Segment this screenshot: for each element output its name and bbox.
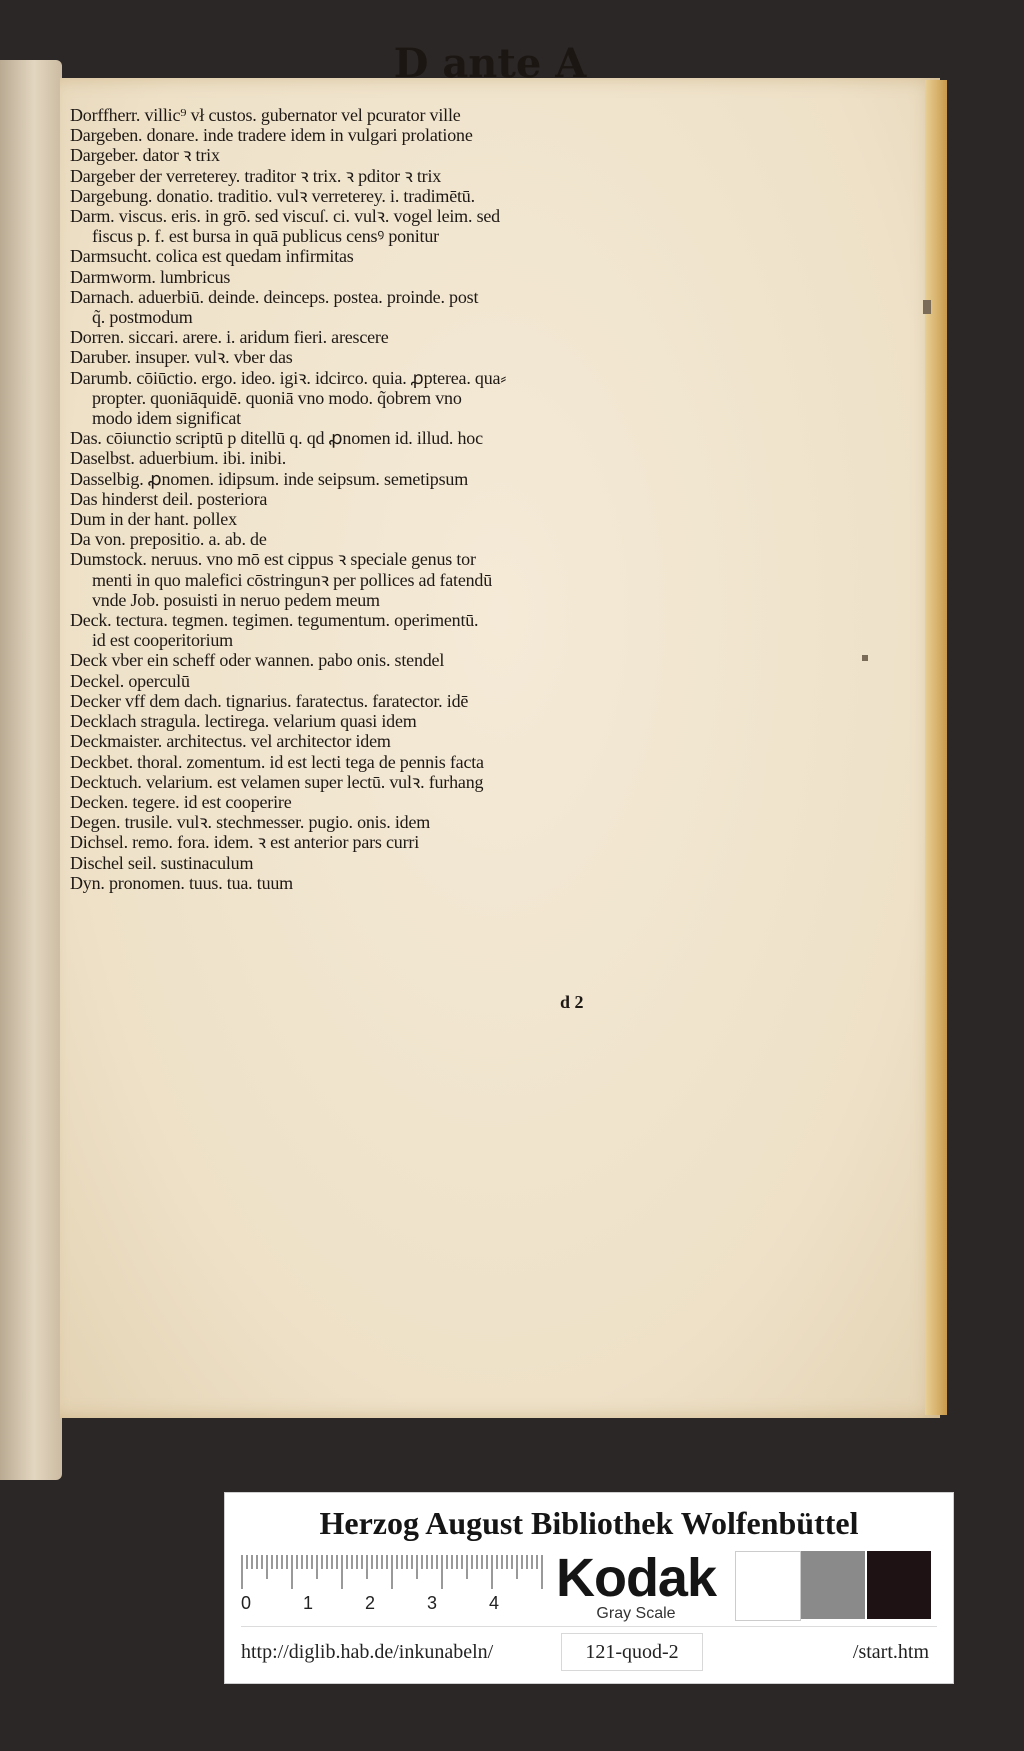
text-line: Da von. prepositio. a. ab. de xyxy=(70,529,267,550)
text-line: Dum in der hant. pollex xyxy=(70,509,237,530)
ruler-number: 4 xyxy=(489,1593,500,1613)
text-line: Deckel. operculū xyxy=(70,670,190,691)
text-line: Dargebung. donatio. traditio. vulꝛ verreterey. i. tradimētū. xyxy=(70,185,475,206)
text-line: Deckmaister. architectus. vel architector idem xyxy=(70,731,391,752)
swatch-black xyxy=(867,1551,931,1619)
url-base: http://diglib.hab.de/inkunabeln/ xyxy=(241,1641,494,1663)
text-line: Dasselbig. ꝓnomen. idipsum. inde seipsum. semetipsum xyxy=(70,468,469,489)
text-line: Darmworm. lumbricus xyxy=(70,266,231,287)
page-signature: d 2 xyxy=(560,992,584,1012)
dictionary-text xyxy=(70,105,640,893)
text-line: fiscus p. f. est bursa in quā publicus censꝰ ponitur xyxy=(92,226,439,247)
text-line: Deck vber ein scheff oder wannen. pabo onis. stendel xyxy=(70,650,445,671)
left-page-edge xyxy=(0,60,62,1480)
margin-mark xyxy=(862,655,868,661)
ruler-number: 2 xyxy=(365,1593,376,1613)
kodak-logo: Kodak xyxy=(555,1548,717,1608)
text-line: q̃. postmodum xyxy=(92,307,193,328)
library-name: Herzog August Bibliothek Wolfenbüttel xyxy=(319,1505,859,1541)
text-line: Decken. tegere. id est cooperire xyxy=(70,791,292,812)
text-line: Daruber. insuper. vulꝛ. vber das xyxy=(70,347,293,368)
ruler-scale xyxy=(241,1555,543,1591)
text-line: Dargeben. donare. inde tradere idem in vulgari prolatione xyxy=(70,125,473,146)
text-line: propter. quoniāquidē. quoniā vno modo. q̃obrem vno xyxy=(92,387,462,408)
url-suffix: /start.htm xyxy=(852,1641,929,1663)
page-gilt-edge xyxy=(925,80,947,1415)
swatch-gray xyxy=(801,1551,865,1619)
page-header: D ante A xyxy=(393,40,587,87)
text-line: Decktuch. velarium. est velamen super lectū. vulꝛ. furhang xyxy=(70,771,484,792)
text-line: modo idem significat xyxy=(92,408,241,429)
text-line: Daselbst. aduerbium. ibi. inibi. xyxy=(70,448,287,469)
margin-mark xyxy=(923,300,931,314)
text-line: Das hinderst deil. posteriora xyxy=(70,488,268,509)
ruler-numbers xyxy=(241,1593,543,1615)
text-line: Dyn. pronomen. tuus. tua. tuum xyxy=(70,872,293,893)
text-line: Deckbet. thoral. zomentum. id est lecti tega de pennis facta xyxy=(70,751,484,772)
swatch-white xyxy=(735,1551,801,1621)
text-line: Dumstock. neruus. vno mō est cippus ꝛ speciale genus tor xyxy=(70,549,476,570)
text-line: Deck. tectura. tegmen. tegimen. tegumentum. operimentū. xyxy=(70,610,479,631)
text-line: Darmsucht. colica est quedam infirmitas xyxy=(70,246,354,267)
text-line: Darumb. cōiūctio. ergo. ideo. igiꝛ. idcirco. quia. ꝓpterea. qua⸗ xyxy=(70,367,507,388)
text-line: id est cooperitorium xyxy=(92,630,233,651)
text-line: Degen. trusile. vulꝛ. stechmesser. pugio. onis. idem xyxy=(70,812,431,833)
text-line: Dischel seil. sustinaculum xyxy=(70,852,254,873)
shelfmark: 121-quod-2 xyxy=(561,1633,703,1671)
text-line: Darnach. aduerbiū. deinde. deinceps. postea. proinde. post xyxy=(70,286,479,307)
text-line: Das. cōiunctio scriptū p ditellū q. qd ꝓnomen id. illud. hoc xyxy=(70,428,483,449)
text-line: Dorffherr. villic⁹ vł custos. gubernator vel pcurator ville xyxy=(70,105,461,125)
text-line: Dargeber der verreterey. traditor ꝛ trix. ꝛ pditor ꝛ trix xyxy=(70,165,442,186)
gray-scale-caption: Gray Scale xyxy=(596,1605,676,1622)
text-line: Dichsel. remo. fora. idem. ꝛ est anterior pars curri xyxy=(70,832,420,853)
text-line: Dargeber. dator ꝛ trix xyxy=(70,145,220,166)
ruler-number: 3 xyxy=(427,1593,438,1613)
library-label xyxy=(224,1492,954,1684)
text-line: Decklach stragula. lectirega. velarium quasi idem xyxy=(70,711,417,732)
text-line: Darm. viscus. eris. in grō. sed viscuſ. ci. vulꝛ. vogel leim. sed xyxy=(70,206,500,227)
ruler-number: 1 xyxy=(303,1593,314,1613)
text-line: menti in quo malefici cōstringunꝛ per pollices ad fatendū xyxy=(92,569,493,590)
ruler-number: 0 xyxy=(241,1593,252,1613)
text-line: vnde Job. posuisti in neruo pedem meum xyxy=(92,589,380,610)
text-line: Dorren. siccari. arere. i. aridum fieri. arescere xyxy=(70,327,389,348)
label-divider xyxy=(241,1626,937,1627)
text-line: Decker vff dem dach. tignarius. faratectus. faratector. idē xyxy=(70,690,469,711)
